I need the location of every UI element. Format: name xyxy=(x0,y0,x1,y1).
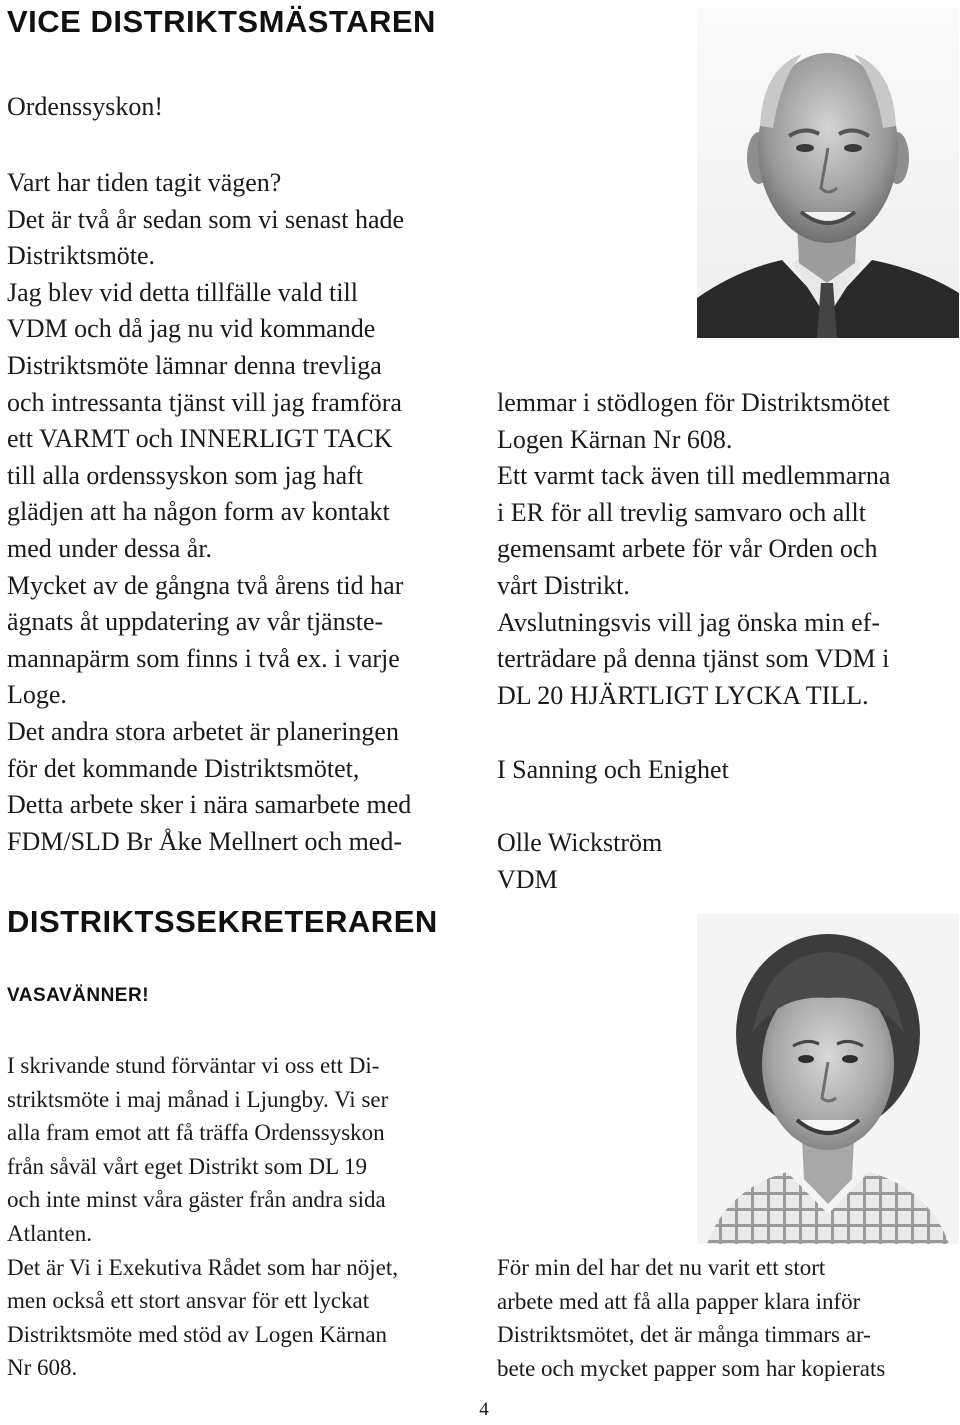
section2-left-line: och inte minst våra gäster från andra sida xyxy=(7,1187,386,1213)
portrait-photo-secretary xyxy=(697,914,959,1244)
section1-right-line: i ER för all trevlig samvaro och allt xyxy=(497,497,866,527)
section1-left-line: mannapärm som finns i två ex. i varje xyxy=(7,643,400,673)
section1-right-line: DL 20 HJÄRTLIGT LYCKA TILL. xyxy=(497,680,869,710)
section1-right-line: Avslutningsvis vill jag önska min ef- xyxy=(497,607,880,637)
section2-left-line: men också ett stort ansvar för ett lyckat xyxy=(7,1288,370,1314)
section2-left-line: striktsmöte i maj månad i Ljungby. Vi ser xyxy=(7,1086,389,1112)
section2-left-line: Det är Vi i Exekutiva Rådet som har nöjet, xyxy=(7,1254,399,1280)
section1-right-column xyxy=(497,385,957,714)
section1-left-line: glädjen att ha någon form av kontakt xyxy=(7,497,390,527)
section2-title: DISTRIKTSSEKRETERAREN xyxy=(7,904,438,939)
section2-left-line: alla fram emot att få träffa Ordenssyskon xyxy=(7,1120,385,1146)
section2-right-line: arbete med att få alla papper klara inför xyxy=(497,1288,861,1314)
section1-left-line: Loge. xyxy=(7,680,67,710)
section1-right-line: vårt Distrikt. xyxy=(497,570,630,600)
section2-right-line: bete och mycket papper som har kopierats xyxy=(497,1355,886,1381)
section2-left-line: Atlanten. xyxy=(7,1220,92,1246)
section2-left-line: från såväl vårt eget Distrikt som DL 19 xyxy=(7,1153,368,1179)
section1-right-line: Logen Kärnan Nr 608. xyxy=(497,424,733,454)
signature-title: VDM xyxy=(497,864,558,894)
section2-left-line: I skrivande stund förväntar vi oss ett Di- xyxy=(7,1053,380,1078)
closing-phrase: I Sanning och Enighet xyxy=(497,755,729,784)
portrait-secretary-graphic xyxy=(697,914,959,1244)
section1-left-line: VDM och då jag nu vid kommande xyxy=(7,314,376,344)
signature-block xyxy=(497,825,662,898)
section1-left-line: med under dessa år. xyxy=(7,533,213,563)
greeting: Ordenssyskon! xyxy=(7,92,163,121)
signature-name: Olle Wickström xyxy=(497,828,663,857)
section1-left-line: Mycket av de gångna två årens tid har xyxy=(7,570,404,600)
section2-right-line: För min del har det nu varit ett stort xyxy=(497,1255,826,1280)
section1-left-line: ett VARMT och INNERLIGT TACK xyxy=(7,424,393,454)
section1-left-line: ägnats åt uppdatering av vår tjänste- xyxy=(7,607,384,637)
section2-left-line: Nr 608. xyxy=(7,1355,78,1381)
section2-right-line: Distriktsmötet, det är många timmars ar- xyxy=(497,1322,871,1348)
section1-left-line: Jag blev vid detta tillfälle vald till xyxy=(7,277,358,307)
section1-left-line: Distriktsmöte. xyxy=(7,241,156,271)
section1-left-line: Detta arbete sker i nära samarbete med xyxy=(7,790,412,820)
section1-left-line: Vart har tiden tagit vägen? xyxy=(7,168,282,197)
section1-left-line: Det andra stora arbetet är planeringen xyxy=(7,716,399,746)
portrait-photo-vdm xyxy=(697,8,959,338)
section1-left-line: FDM/SLD Br Åke Mellnert och med- xyxy=(7,826,403,856)
section1-right-line: Ett varmt tack även till medlemmarna xyxy=(497,461,891,491)
section1-left-line: för det kommande Distriktsmötet, xyxy=(7,753,360,783)
section1-left-line: och intressanta tjänst vill jag framföra xyxy=(7,387,402,417)
section2-left-line: Distriktsmöte med stöd av Logen Kärnan xyxy=(7,1321,388,1347)
section1-left-line: till alla ordenssyskon som jag haft xyxy=(7,460,364,490)
section1-title: VICE DISTRIKTSMÄSTAREN xyxy=(7,4,436,39)
section2-subtitle: VASAVÄNNER! xyxy=(7,985,150,1006)
section1-left-line: Distriktsmöte lämnar denna trevliga xyxy=(7,350,382,380)
section1-right-line: gemensamt arbete för vår Orden och xyxy=(497,534,878,564)
section2-left-column xyxy=(7,1049,477,1385)
section1-left-column xyxy=(7,165,477,860)
section2-right-column xyxy=(497,1251,957,1385)
section1-left-line: Det är två år sedan som vi senast hade xyxy=(7,204,405,234)
portrait-vdm-graphic xyxy=(697,8,959,338)
section1-right-line: terträdare på denna tjänst som VDM i xyxy=(497,644,890,674)
section1-right-line: lemmar i stödlogen för Distriktsmötet xyxy=(497,388,890,417)
page-number: 4 xyxy=(479,1399,489,1420)
